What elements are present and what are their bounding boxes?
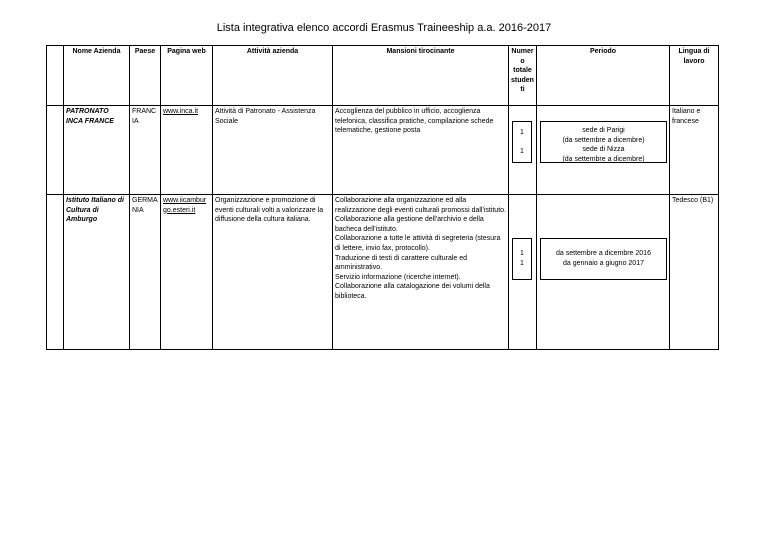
country: FRANCIA: [130, 106, 161, 195]
students-count: 1: [520, 147, 524, 155]
intern-tasks: [333, 195, 509, 350]
header-nome-azienda: Nome Azienda: [64, 46, 130, 106]
header-num: [47, 46, 64, 106]
website-link[interactable]: www.iicamburgo.esteri.it: [163, 197, 207, 214]
agreements-table: [46, 45, 719, 350]
table-row: [47, 106, 719, 195]
website-cell: [161, 106, 213, 195]
document-title: Lista integrativa elenco accordi Erasmus Traineeship a.a. 2016-2017: [216, 22, 552, 34]
students-count: 1: [520, 129, 524, 136]
company-activity: Attività di Patronato - Assistenza Sociale: [213, 106, 333, 195]
students-count: 1: [520, 250, 524, 257]
header-numero-studenti: [509, 46, 537, 106]
table-row: [47, 195, 719, 350]
task-line: Traduzione di testi di carattere culturale ed amministrativo.: [335, 254, 468, 272]
period-line: sede di Nizza: [582, 146, 625, 154]
header-periodo: Periodo: [537, 46, 670, 106]
country: GERMANIA: [130, 195, 161, 350]
period-cell: [537, 106, 670, 195]
header-attivita: Attività azienda: [213, 46, 333, 106]
row-num-cell: [47, 106, 64, 195]
period-line: (da settembre a dicembre): [562, 155, 645, 163]
header-studenti-line: studen: [511, 76, 534, 84]
task-line: Collaborazione a tutte le attività di segreteria (stesura di lettere, invio fax, protocollo).: [335, 235, 501, 252]
students-count: 1: [520, 259, 524, 267]
header-studenti-line: o: [520, 57, 525, 65]
period-box: [540, 121, 667, 163]
task-line: Collaborazione alla gestione dell'archivio e della bacheca dell'istituto.: [335, 216, 484, 233]
task-line: Collaborazione alla organizzazione ed alla realizzazione degli eventi culturali promossi dall'istituto.: [335, 197, 506, 214]
header-studenti-line: totale: [513, 67, 532, 75]
company-name: Istituto Italiano di Cultura di Amburgo: [64, 195, 130, 350]
header-paese: Paese: [130, 46, 161, 106]
header-mansioni: Mansioni tirocinante: [333, 46, 509, 106]
period-line: (da settembre a dicembre): [562, 136, 645, 144]
row-num-cell: [47, 195, 64, 350]
work-language: Italiano e francese: [670, 106, 719, 195]
period-cell: [537, 195, 670, 350]
intern-tasks: Accoglienza del pubblico in ufficio, accoglienza telefonica, classifica pratiche, compilazione schede telematiche, gestione posta: [333, 106, 509, 195]
task-line: Servizio informazione (ricerche internet).: [335, 273, 461, 281]
period-line: sede di Parigi: [582, 127, 625, 134]
website-link[interactable]: www.inca.it: [163, 108, 199, 115]
task-line: Collaborazione alla catalogazione dei volumi della biblioteca.: [335, 283, 490, 300]
header-studenti-line: Numer: [511, 48, 534, 55]
website-cell: [161, 195, 213, 350]
work-language: Tedesco (B1): [670, 195, 719, 350]
students-box: [512, 238, 532, 280]
period-line: da settembre a dicembre 2016: [556, 250, 651, 257]
period-line: da gennaio a giugno 2017: [563, 259, 644, 267]
header-row: [47, 46, 719, 106]
students-box: [512, 121, 532, 163]
company-activity: Organizzazione e promozione di eventi culturali volti a valorizzare la diffusione della cultura italiana.: [213, 195, 333, 350]
header-lingua: Lingua di lavoro: [670, 46, 719, 106]
company-name: PATRONATO INCA FRANCE: [64, 106, 130, 195]
students-cell: [509, 195, 537, 350]
header-studenti-line: ti: [520, 86, 525, 94]
period-box: [540, 238, 667, 280]
header-pagina-web: Pagina web: [161, 46, 213, 106]
students-cell: [509, 106, 537, 195]
